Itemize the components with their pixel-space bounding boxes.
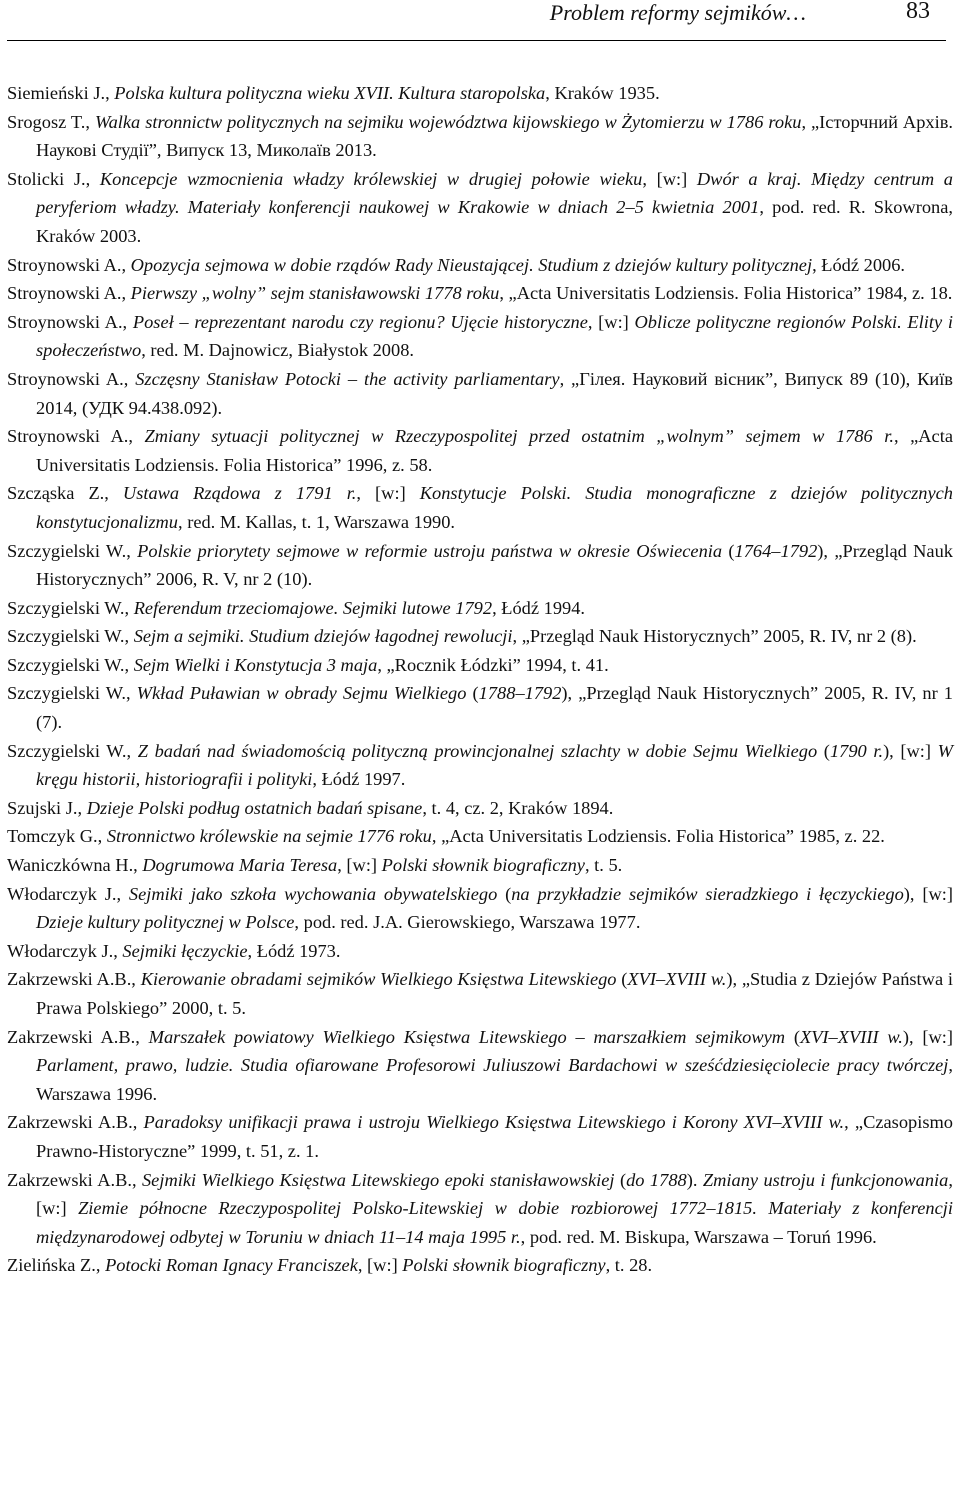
entry-text: , [w:] (36, 1169, 953, 1219)
entry-text: Stroynowski A., (7, 311, 133, 332)
entry-title-text: Zmiany sytuacji politycznej w Rzeczypospolitej przed ostatnim „wolnym” sejmem w 1786 r. (144, 426, 894, 447)
entry-title-text: Dwór a kraj. Między centrum a peryferiom władzy. Materiały konferencji naukowej w Krakowie w dniach 2–5 kwietnia 2001 (36, 168, 953, 218)
entry-title-text: Ustawa Rządowa z 1791 r. (122, 483, 357, 504)
bibliography-entry (7, 108, 953, 165)
entry-title-text: Polska kultura polityczna wieku XVII. Kultura staropolska (114, 83, 546, 103)
entry-text: Stroynowski A., (7, 426, 145, 447)
entry-text: , [w:] (357, 1255, 403, 1276)
entry-text: , [w:] (356, 483, 420, 504)
entry-title-text: Polski słownik biograficzny (402, 1255, 606, 1276)
entry-title-text: Marszałek powiatowy Wielkiego Księstwa Litewskiego – marszałkiem sejmikowym (148, 1026, 786, 1047)
entry-title-text: Konstytucje Polski. Studia monograficzne z dziejów politycznych konstytucjonalizmu (36, 483, 954, 532)
entry-text: , t. 5. (584, 855, 623, 876)
bibliography-entry (7, 651, 953, 680)
entry-title-text: Sejm Wielki i Konstytucja 3 maja (133, 654, 378, 675)
entry-text: ( (785, 1026, 800, 1047)
bibliography-entry (7, 851, 953, 880)
bibliography-entry (7, 251, 953, 280)
bibliography-entry (7, 737, 953, 794)
entry-text: Szczygielski W., (7, 654, 134, 675)
entry-title-text: Szczęsny Stanisław Potocki – the activity parliamentary (135, 368, 560, 389)
entry-text: Srogosz T., (7, 111, 95, 132)
bibliography-entry (7, 594, 953, 623)
entry-text: , Kraków 1935. (545, 83, 660, 103)
entry-text: , red. M. Dajnowicz, Białystok 2008. (141, 340, 414, 361)
entry-title-text: Dogrumowa Maria Teresa (142, 855, 338, 876)
entry-title-text: Stronnictwo królewskie na sejmie 1776 roku (106, 826, 432, 847)
entry-title-text: 1764–1792 (734, 540, 818, 561)
entry-text: Szczygielski W., (7, 597, 134, 618)
entry-title-text: 1788–1792 (478, 683, 562, 704)
bibliography-entry (7, 622, 953, 651)
entry-text: , t. 28. (605, 1255, 653, 1276)
entry-text: , red. M. Kallas, t. 1, Warszawa 1990. (178, 511, 456, 532)
entry-title-text: Walka stronnictw politycznych na sejmiku województwa kijowskiego w Żytomierzu w 1786 roku (94, 111, 802, 132)
entry-text: , Łódź 1973. (247, 940, 341, 961)
bibliography-entry (7, 1108, 953, 1165)
entry-title-text: Sejm a sejmiki. Studium dziejów łagodnej rewolucji (133, 626, 513, 647)
bibliography-entry (7, 1166, 953, 1252)
entry-text: Stroynowski A., (7, 368, 136, 389)
entry-text: Stolicki J., (7, 168, 100, 189)
entry-title-text: XVI–XVIII w. (799, 1026, 903, 1047)
entry-text: Włodarczyk J., (7, 940, 123, 961)
entry-title-text: Parlament, prawo, ludzie. Studia ofiarowane Profesorowi Juliuszowi Bardachowi w sześćdziesięciolecie pracy twórczej (36, 1055, 949, 1076)
entry-text: Szczygielski W., (7, 740, 138, 761)
entry-text: , „Acta Universitatis Lodziensis. Folia Historica” 1984, z. 18. (499, 283, 953, 304)
bibliography-entry (7, 279, 953, 308)
entry-text: , Warszawa 1996. (36, 1055, 953, 1104)
entry-text: , [w:] (642, 168, 697, 189)
entry-title-text: Koncepcje wzmocnienia władzy królewskiej w drugiej połowie wieku (99, 168, 643, 189)
entry-text: , „Rocznik Łódzki” 1994, t. 41. (377, 654, 609, 675)
entry-title-text: Potocki Roman Ignacy Franciszek (105, 1255, 358, 1276)
entry-text: ), „Przegląd Nauk Historycznych” 2005, R. IV, nr 1 (7). (36, 683, 953, 733)
entry-text: Szcząska Z., (7, 483, 123, 504)
entry-title-text: Polski słownik biograficzny (381, 855, 585, 876)
entry-text: ), [w:] (903, 883, 953, 904)
entry-title-text: Wkład Puławian w obrady Sejmu Wielkiego (136, 683, 467, 704)
entry-text: , Łódź 1997. (312, 769, 406, 790)
entry-title-text: Dzieje Polski podług ostatnich badań spisane (86, 797, 423, 818)
entry-title-text: 1790 r. (829, 740, 884, 761)
entry-title-text: Sejmiki łęczyckie (122, 940, 248, 961)
entry-text: , pod. red. R. Skowrona, Kraków 2003. (36, 197, 953, 246)
entry-text: , „Czasopismo Prawno-Historyczne” 1999, t. 51, z. 1. (36, 1112, 953, 1161)
entry-title-text: Sejmiki jako szkoła wychowania obywatelskiego (128, 883, 498, 904)
entry-text: ( (614, 1169, 627, 1190)
bibliography-entry (7, 165, 953, 251)
entry-text: ( (466, 683, 479, 704)
bibliography-list (7, 79, 953, 1280)
entry-text: ), [w:] (883, 740, 938, 761)
entry-title-text: Ziemie północne Rzeczypospolitej Polsko-Litewskiej w dobie rozbiorowej 1772–1815. Materiały z konferencji międzynarodowej odbytej w Toruniu w dniach 11–14 maja 1995 r. (36, 1198, 953, 1247)
bibliography-entry (7, 965, 953, 1022)
entry-title-text: Zmiany ustroju i funkcjonowania (702, 1169, 949, 1190)
entry-text: Szczygielski W., (7, 540, 138, 561)
entry-title-text: Z badań nad świadomością polityczną prowincjonalnej szlachty w dobie Sejmu Wielkiego (137, 740, 818, 761)
entry-text: ). (686, 1169, 703, 1190)
entry-text: ( (497, 883, 512, 904)
entry-text: Zakrzewski A.B., (7, 1112, 144, 1133)
entry-text: , „Історчний Архів. Наукові Студії”, Випуск 13, Миколаїв 2013. (36, 111, 953, 161)
bibliography-entry (7, 308, 953, 365)
entry-text: , pod. red. J.A. Gierowskiego, Warszawa 1977. (294, 912, 641, 933)
entry-title-text: Opozycja sejmowa w dobie rządów Rady Nieustającej. Studium z dziejów kultury politycznej (130, 254, 813, 275)
entry-text: ), [w:] (902, 1026, 953, 1047)
entry-title-text: Pierwszy „wolny” sejm stanisławowski 1778 roku (130, 283, 500, 304)
bibliography-entry (7, 537, 953, 594)
bibliography-entry (7, 679, 953, 736)
bibliography-entry (7, 422, 953, 479)
entry-text: Tomczyk G., (7, 826, 107, 847)
entry-title-text: W kręgu historii, historiografii i polityki (36, 740, 953, 790)
entry-title-text: Oblicze polityczne regionów Polski. Elity i społeczeństwo (36, 311, 953, 361)
entry-title-text: Kierowanie obradami sejmików Wielkiego Księstwa Litewskiego (140, 969, 617, 990)
bibliography-entry (7, 365, 953, 422)
page-number: 83 (906, 0, 930, 24)
entry-title-text: Sejmiki Wielkiego Księstwa Litewskiego epoki stanisławowskiej (141, 1169, 615, 1190)
entry-text: , [w:] (587, 311, 635, 332)
bibliography-entry (7, 1251, 953, 1280)
entry-title-text: na przykładzie sejmików sieradzkiego i łęczyckiego (511, 883, 904, 904)
entry-text: Waniczkówna H., (7, 855, 143, 876)
bibliography-entry (7, 822, 953, 851)
entry-text: , Łódź 2006. (812, 254, 906, 275)
entry-text: , [w:] (337, 855, 382, 876)
entry-text: ( (817, 740, 830, 761)
bibliography-entry (7, 937, 953, 966)
bibliography-entry (7, 880, 953, 937)
entry-title-text: Referendum trzeciomajowe. Sejmiki lutowe 1792 (133, 597, 493, 618)
entry-text: , „Acta Universitatis Lodziensis. Folia Historica” 1985, z. 22. (431, 826, 885, 847)
entry-text: Szczygielski W., (7, 683, 137, 704)
entry-text: , „Przegląd Nauk Historycznych” 2005, R. IV, nr 2 (8). (512, 626, 917, 647)
entry-text: Zielińska Z., (7, 1255, 106, 1276)
entry-text: Włodarczyk J., (7, 883, 129, 904)
entry-title-text: XVI–XVIII w. (627, 969, 727, 990)
entry-text: ), „Studia z Dziejów Państwa i Prawa Polskiego” 2000, t. 5. (36, 969, 953, 1018)
entry-text: Zakrzewski A.B., (7, 1026, 149, 1047)
entry-text: ), „Przegląd Nauk Historycznych” 2006, R. V, nr 2 (10). (36, 540, 953, 590)
entry-text: Zakrzewski A.B., (7, 969, 141, 990)
entry-text: , t. 4, cz. 2, Kraków 1894. (422, 797, 614, 818)
entry-title-text: do 1788 (626, 1169, 687, 1190)
entry-text: , „Гілея. Науковий вісник”, Випуск 89 (10), Київ 2014, (УДК 94.438.092). (36, 368, 953, 418)
entry-text: Szczygielski W., (7, 626, 134, 647)
entry-title-text: Polskie priorytety sejmowe w reformie ustroju państwa w okresie Oświecenia (137, 540, 723, 561)
entry-text: , Łódź 1994. (492, 597, 586, 618)
entry-text: Stroynowski A., (7, 283, 131, 304)
entry-title-text: Dzieje kultury politycznej w Polsce (36, 912, 295, 933)
bibliography-entry (7, 1023, 953, 1109)
entry-text: , „Acta Universitatis Lodziensis. Folia Historica” 1996, z. 58. (36, 426, 953, 475)
running-title: Problem reformy sejmików… (549, 0, 806, 25)
entry-text: Zakrzewski A.B., (7, 1169, 142, 1190)
page-header (7, 0, 946, 41)
entry-title-text: Paradoksy unifikacji prawa i ustroju Wielkiego Księstwa Litewskiego i Korony XVI–XVIII w. (143, 1112, 845, 1133)
bibliography-entry (7, 79, 953, 108)
entry-text: Szujski J., (7, 797, 87, 818)
bibliography-entry (7, 794, 953, 823)
entry-text: Siemieński J., (7, 83, 115, 103)
entry-text: , pod. red. M. Biskupa, Warszawa – Toruń 1996. (520, 1226, 877, 1247)
entry-text: Stroynowski A., (7, 254, 131, 275)
entry-text: ( (616, 969, 628, 990)
entry-text: ( (722, 540, 735, 561)
entry-title-text: Poseł – reprezentant narodu czy regionu? Ujęcie historyczne (132, 311, 588, 332)
bibliography-entry (7, 479, 953, 536)
